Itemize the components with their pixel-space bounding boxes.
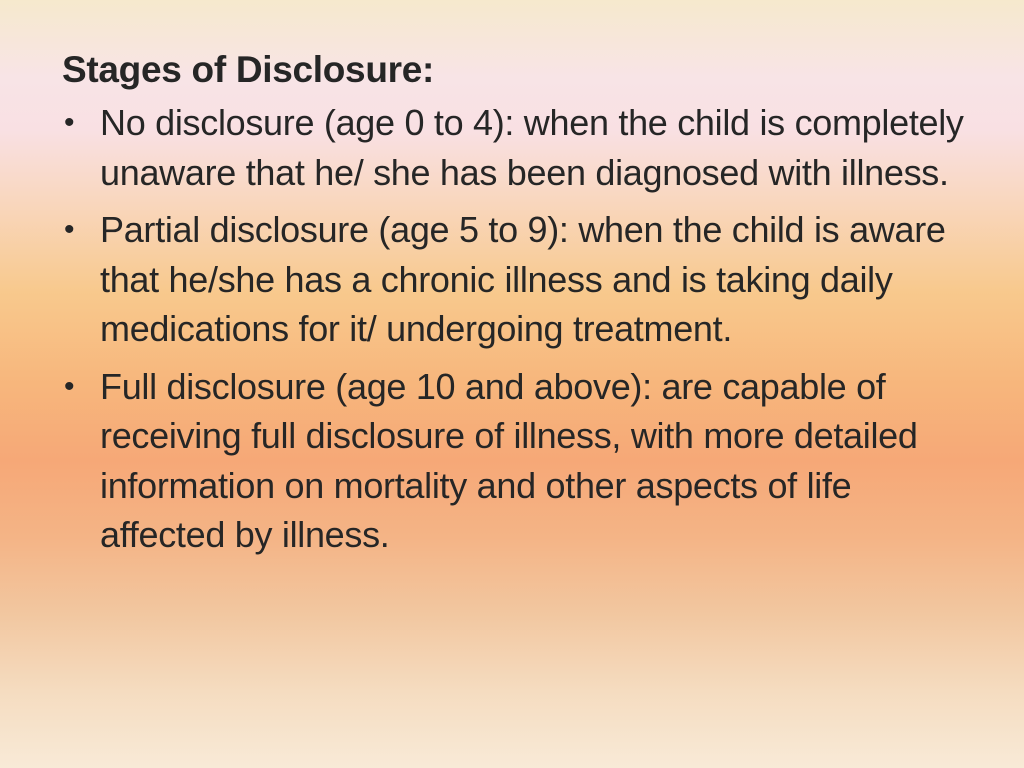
bullet-icon: •: [64, 106, 75, 139]
bullet-icon: •: [64, 369, 75, 403]
bullet-icon: •: [64, 213, 75, 246]
slide-heading: Stages of Disclosure:: [62, 49, 435, 90]
bullet-item-full-disclosure: [62, 362, 982, 560]
bullet-text: Partial disclosure (age 5 to 9): when the child is aware that he/she has a chronic illness and is taking daily medications for it/ undergoing treatment.: [100, 209, 946, 349]
bullet-text: Full disclosure (age 10 and above): are capable of receiving full disclosure of illness, with more detailed information on mortality and other aspects of life affected by illness.: [100, 365, 918, 555]
bullet-item-no-disclosure: [62, 98, 982, 197]
bullet-text: No disclosure (age 0 to 4): when the child is completely unaware that he/ she has been diagnosed with illness.: [100, 102, 964, 193]
bullet-list: [62, 98, 982, 560]
slide-content: [62, 46, 982, 568]
bullet-item-partial-disclosure: [62, 205, 982, 354]
